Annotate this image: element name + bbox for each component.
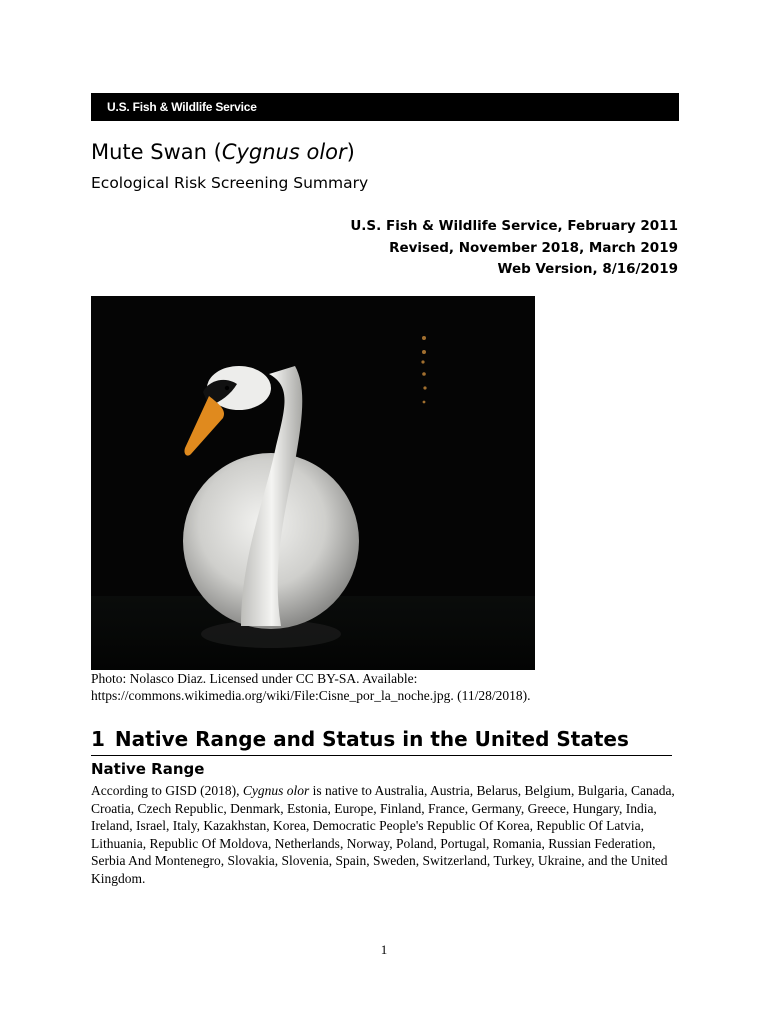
paragraph-species-name: Cygnus olor (242, 783, 310, 798)
caption-source-link: https://commons.wikimedia.org/wiki/File:Cisne_por_la_noche.jpg. (11/28/2018). (91, 688, 531, 703)
swan-illustration (91, 296, 535, 670)
section-title: Native Range and Status in the United States (114, 727, 629, 751)
subheading-native-range: Native Range (91, 760, 205, 778)
paragraph-intro: According to GISD (2018), (91, 783, 243, 798)
caption-credit: Photo: Nolasco Diaz. Licensed under CC BY-SA. Available: (91, 671, 418, 686)
agency-banner (91, 93, 679, 121)
meta-line-revised: Revised, November 2018, March 2019 (389, 239, 678, 256)
section-heading-native-range-status (91, 725, 672, 756)
native-range-paragraph (91, 782, 681, 887)
paragraph-body: is native to Australia, Austria, Belarus, Belgium, Bulgaria, Canada, Croatia, Czech Republic, Denmark, Estonia, Europe, Finland, France, Germany, Greece, Hungary, India, Ireland, Israel, Italy, Kazakhstan, Korea, Democratic People's Republic Of Korea, Republic Of Latvia, Lithuania, Republic Of Moldova, Netherlands, Norway, Poland, Portugal, Romania, Russian Federation, Serbia And Montenegro, Slovakia, Slovenia, Spain, Sweden, Switzerland, Turkey, Ukraine, and the United Kingdom. (91, 783, 675, 886)
meta-line-original: U.S. Fish & Wildlife Service, February 2011 (350, 218, 678, 234)
revision-info (350, 216, 678, 281)
page-number: 1 (380, 942, 388, 957)
meta-line-web-version: Web Version, 8/16/2019 (497, 261, 678, 277)
title-scientific-name: Cygnus olor (221, 140, 347, 164)
title-close: ) (346, 140, 355, 164)
photo-caption (91, 670, 691, 704)
page-title (91, 140, 355, 164)
page-subtitle: Ecological Risk Screening Summary (91, 174, 369, 192)
section-number: 1 (91, 727, 105, 751)
agency-name: U.S. Fish & Wildlife Service (107, 100, 257, 114)
title-common-name: Mute Swan ( (91, 140, 222, 164)
swan-photo (91, 296, 535, 670)
